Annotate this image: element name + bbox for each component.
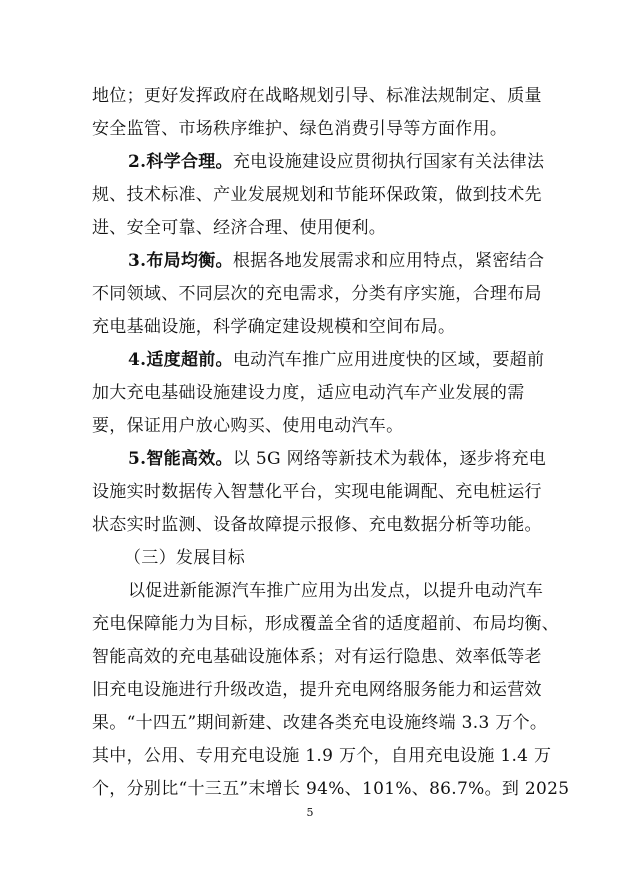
text-line: 地位；更好发挥政府在战略规划引导、标准法规制定、质量 [92,86,542,106]
text-line: 要，保证用户放心购买、使用电动汽车。 [92,416,404,436]
text-line: 个，分别比“十三五”末增长 94%、101%、86.7%。到 2025 [92,779,570,799]
text-line: 充电基础设施，科学确定建设规模和空间布局。 [92,317,456,337]
principle-paragraph-start [128,348,545,372]
principle-text: 电动汽车推广应用进度快的区域，要超前 [232,350,545,370]
text-line: 智能高效的充电基础设施体系；对有运行隐患、效率低等老 [92,647,542,667]
principle-paragraph-start [128,150,545,174]
principle-text: 以 5G 网络等新技术为载体，逐步将充电 [232,449,547,469]
principle-heading: 4.适度超前。 [128,350,233,370]
principle-paragraph-start [128,249,545,273]
principle-text: 充电设施建设应贯彻执行国家有关法律法 [232,152,545,172]
principle-heading: 2.科学合理。 [128,152,233,172]
text-line: 以促进新能源汽车推广应用为出发点，以提升电动汽车 [128,581,544,601]
text-line: 加大充电基础设施建设力度，适应电动汽车产业发展的需 [92,383,525,403]
principle-text: 根据各地发展需求和应用特点，紧密结合 [232,251,545,271]
text-line: 充电保障能力为目标，形成覆盖全省的适度超前、布局均衡、 [92,614,560,634]
text-line: 其中，公用、专用充电设施 1.9 万个，自用充电设施 1.4 万 [92,746,552,766]
text-line: 进、安全可靠、经济合理、使用便利。 [92,218,387,238]
principle-paragraph-start [128,447,547,471]
principle-heading: 5.智能高效。 [128,449,233,469]
page-number: 5 [306,806,314,819]
text-line: 安全监管、市场秩序维护、绿色消费引导等方面作用。 [92,119,508,139]
text-line: 规、技术标准、产业发展规划和节能环保政策，做到技术先 [92,185,542,205]
principle-heading: 3.布局均衡。 [128,251,233,271]
text-line: 不同领域、不同层次的充电需求，分类有序实施，合理布局 [92,284,542,304]
text-line: 果。“十四五”期间新建、改建各类充电设施终端 3.3 万个。 [92,713,548,733]
text-line: 旧充电设施进行升级改造，提升充电网络服务能力和运营效 [92,680,542,700]
text-line: 设施实时数据传入智慧化平台，实现电能调配、充电桩运行 [92,482,542,502]
text-line: 状态实时监测、设备故障提示报修、充电数据分析等功能。 [92,515,542,535]
section-heading: （三）发展目标 [124,548,246,568]
